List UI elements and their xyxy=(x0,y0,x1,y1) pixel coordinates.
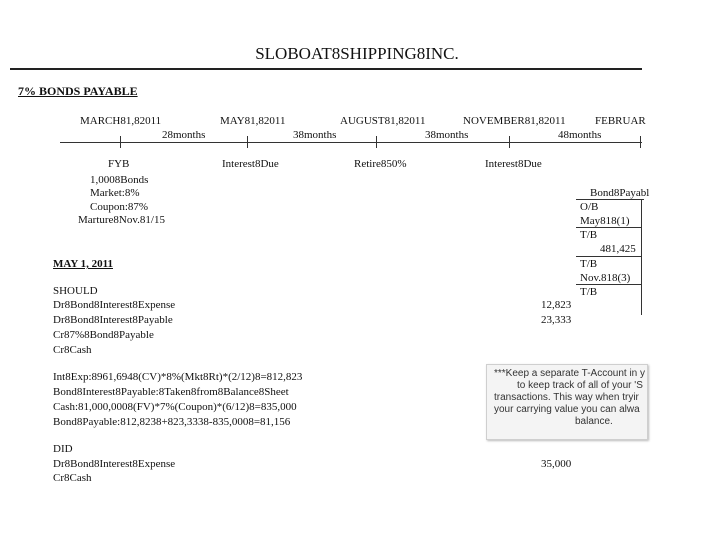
timeline-event: Retire850% xyxy=(354,158,407,170)
entry-amount: 12,823 xyxy=(541,299,572,311)
timeline-tick xyxy=(376,136,377,148)
entry-amount: 35,000 xyxy=(541,458,572,470)
note-line: balance. xyxy=(575,416,613,427)
page-title: SLOBOAT8SHIPPING8INC. xyxy=(255,44,459,63)
note-line: to keep track of all of your 'S xyxy=(517,380,643,391)
timeline-date: FEBRUAR xyxy=(595,115,646,127)
timeline-tick xyxy=(120,136,121,148)
maturity-date: Marture8Nov.81/15 xyxy=(78,214,165,226)
calculation-line: Bond8Payable:812,8238+823,3338-835,0008=81,156 xyxy=(53,416,291,428)
calculation-line: Bond8Interest8Payable:8Taken8from8Balance8Sheet xyxy=(53,386,289,398)
calculation-line: Cash:81,000,0008(FV)*7%(Coupon)*(6/12)8=835,000 xyxy=(53,401,297,413)
did-label: DID xyxy=(53,443,73,455)
note-line: transactions. This way when tryir xyxy=(494,392,639,403)
journal-entry: Dr8Bond8Interest8Expense xyxy=(53,299,176,311)
t-account-row: T/B xyxy=(580,258,598,270)
t-account-line xyxy=(576,227,642,228)
title-divider xyxy=(10,68,642,70)
tip-note xyxy=(486,364,648,440)
t-account-row: T/B xyxy=(580,229,598,241)
timeline-period: 48months xyxy=(558,129,602,141)
date-heading: MAY 1, 2011 xyxy=(53,258,113,270)
t-account-row: May818(1) xyxy=(580,215,630,227)
journal-entry: Dr8Bond8Interest8Payable xyxy=(53,314,173,326)
t-account-row: O/B xyxy=(580,201,599,213)
note-line: ***Keep a separate T-Account in y xyxy=(494,368,646,379)
market-rate: Market:8% xyxy=(90,187,140,199)
timeline-period: 38months xyxy=(293,129,337,141)
t-account-line xyxy=(576,284,642,285)
timeline-event: Interest8Due xyxy=(222,158,279,170)
timeline-date: MARCH81,82011 xyxy=(80,115,162,127)
t-account-divider xyxy=(641,199,642,315)
coupon-rate: Coupon:87% xyxy=(90,201,149,213)
timeline-tick xyxy=(509,136,510,148)
journal-entry: Dr8Bond8Interest8Expense xyxy=(53,458,176,470)
timeline-event: FYB xyxy=(108,158,130,170)
note-line: your carrying value you can alwa xyxy=(494,404,640,415)
journal-entry: Cr8Cash xyxy=(53,472,92,484)
timeline-date: MAY81,82011 xyxy=(220,115,286,127)
t-account-row: Nov.818(3) xyxy=(580,272,631,284)
timeline-period: 38months xyxy=(425,129,469,141)
timeline-date: AUGUST81,82011 xyxy=(340,115,426,127)
t-account-row: 481,425 xyxy=(600,243,636,255)
t-account-row: T/B xyxy=(580,286,598,298)
t-account-title: Bond8Payabl xyxy=(590,187,650,199)
journal-entry: Cr87%8Bond8Payable xyxy=(53,329,154,341)
should-label: SHOULD xyxy=(53,285,98,297)
timeline-tick xyxy=(247,136,248,148)
timeline-axis xyxy=(60,142,642,143)
timeline-event: Interest8Due xyxy=(485,158,542,170)
bond-count: 1,0008Bonds xyxy=(90,174,149,186)
timeline-period: 28months xyxy=(162,129,206,141)
section-heading: 7% BONDS PAYABLE xyxy=(18,84,138,98)
t-account-top-line xyxy=(576,199,644,200)
entry-amount: 23,333 xyxy=(541,314,572,326)
calculation-line: Int8Exp:8961,6948(CV)*8%(Mkt8Rt)*(2/12)8=812,823 xyxy=(53,371,303,383)
journal-entry: Cr8Cash xyxy=(53,344,92,356)
timeline-tick xyxy=(640,136,641,148)
timeline-date: NOVEMBER81,82011 xyxy=(463,115,566,127)
t-account-line xyxy=(576,256,642,257)
